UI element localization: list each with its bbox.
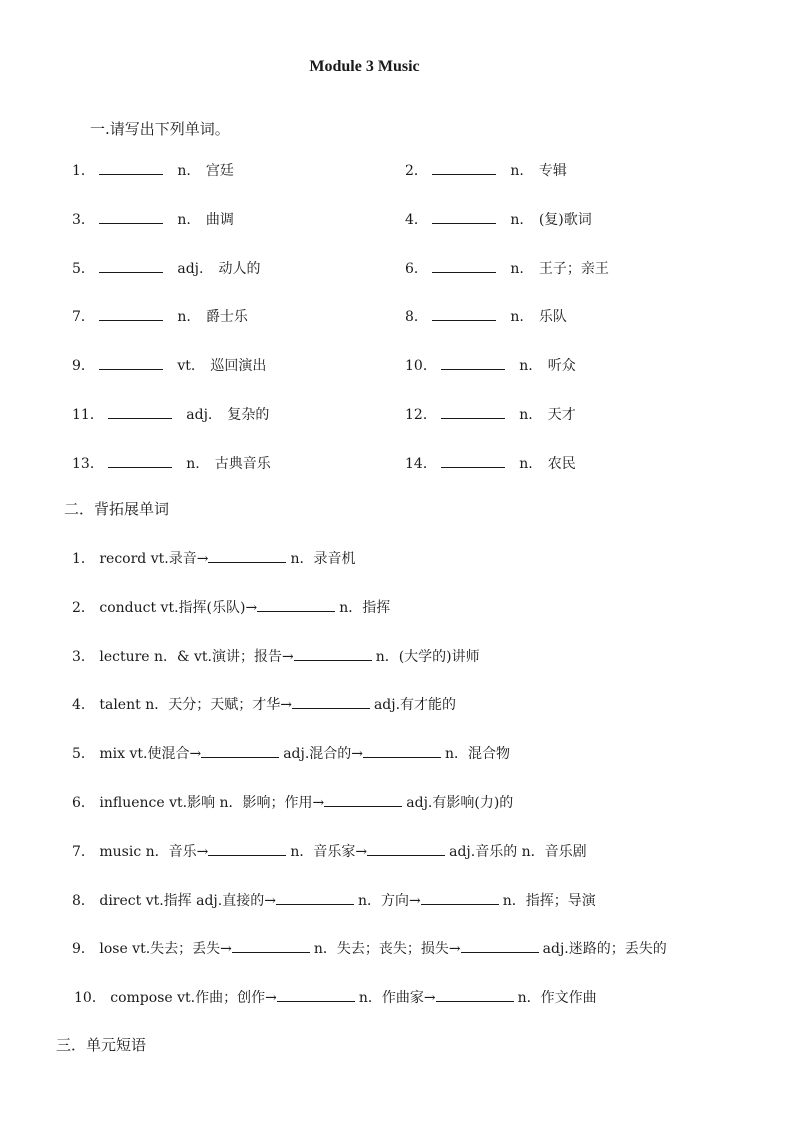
item-text: n．指挥；导演 [502, 892, 596, 909]
item-text: talent n．天分；天赋；才华→ [99, 697, 292, 714]
vocab-number: 6． [405, 260, 428, 277]
vocab-item [72, 404, 269, 424]
item-text: lecture n．& vt.演讲；报告→ [99, 648, 294, 665]
answer-blank[interactable] [108, 404, 172, 419]
chinese-meaning: 听众 [547, 358, 576, 375]
answer-blank[interactable] [421, 890, 499, 905]
part-of-speech: n. [510, 211, 524, 228]
extended-word-item [74, 987, 597, 1007]
answer-blank[interactable] [324, 792, 402, 807]
answer-blank[interactable] [277, 987, 355, 1002]
vocab-item [405, 453, 576, 473]
chinese-meaning: 曲调 [205, 211, 234, 228]
answer-blank[interactable] [441, 404, 505, 419]
answer-blank[interactable] [276, 890, 354, 905]
answer-blank[interactable] [441, 453, 505, 468]
vocab-number: 2． [405, 163, 428, 179]
item-text: influence vt.影响 n．影响；作用→ [99, 795, 325, 811]
vocab-number: 11． [72, 407, 104, 423]
vocab-item [72, 306, 248, 326]
chinese-meaning: 动人的 [218, 260, 261, 277]
item-number: 4． [72, 697, 100, 714]
item-text: adj.有影响(力)的 [406, 795, 514, 811]
item-text: adj.有才能的 [373, 697, 457, 714]
item-number: 2． [72, 599, 100, 616]
item-text: mix vt.使混合→ [99, 746, 202, 763]
extended-word-item [72, 890, 596, 910]
item-text: lose vt.失去；丢失→ [99, 941, 232, 958]
vocab-number: 8． [405, 309, 428, 326]
item-number: 5． [72, 746, 100, 763]
vocab-item [405, 355, 576, 375]
chinese-meaning: 天才 [547, 407, 576, 423]
vocab-item [405, 404, 576, 424]
answer-blank[interactable] [436, 987, 514, 1002]
extended-word-item [72, 938, 667, 958]
part-of-speech: n. [186, 455, 200, 472]
item-number: 6． [72, 795, 100, 811]
item-text: music n．音乐→ [99, 843, 209, 860]
chinese-meaning: 宫廷 [205, 163, 234, 179]
answer-blank[interactable] [201, 743, 279, 758]
answer-blank[interactable] [99, 306, 163, 321]
extended-word-item [72, 597, 390, 617]
chinese-meaning: 农民 [547, 455, 576, 472]
item-number: 10． [74, 990, 111, 1007]
vocab-item [72, 453, 271, 473]
answer-blank[interactable] [294, 646, 372, 661]
vocab-number: 1． [72, 163, 95, 179]
chinese-meaning: 巡回演出 [210, 358, 267, 375]
page-title: Module 3 Music [309, 58, 420, 75]
item-text: n．音乐家→ [290, 843, 368, 860]
item-text: compose vt.作曲；创作→ [110, 990, 277, 1007]
answer-blank[interactable] [208, 841, 286, 856]
vocab-number: 13． [72, 455, 104, 472]
item-text: n．录音机 [290, 551, 356, 567]
vocab-number: 9． [72, 358, 95, 375]
part-of-speech: n. [510, 260, 524, 277]
answer-blank[interactable] [363, 743, 441, 758]
vocab-number: 10． [405, 358, 437, 375]
vocab-item [405, 209, 592, 229]
vocab-number: 14． [405, 455, 437, 472]
item-number: 9． [72, 941, 100, 958]
item-text: n．(大学的)讲师 [375, 648, 480, 665]
part-of-speech: n. [519, 455, 533, 472]
item-text: adj.音乐的 n．音乐剧 [449, 843, 587, 860]
vocab-item [72, 355, 266, 375]
extended-word-item [72, 743, 510, 763]
answer-blank[interactable] [99, 258, 163, 273]
answer-blank[interactable] [292, 694, 370, 709]
item-text: adj.迷路的；丢失的 [542, 941, 667, 958]
chinese-meaning: 专辑 [538, 163, 567, 179]
item-number: 8． [72, 892, 100, 909]
item-number: 1． [72, 551, 100, 567]
chinese-meaning: 乐队 [538, 309, 567, 326]
chinese-meaning: 古典音乐 [214, 455, 271, 472]
answer-blank[interactable] [232, 938, 310, 953]
section-heading-vocab: 一.请写出下列单词。 [90, 120, 230, 138]
item-text: n．作曲家→ [358, 990, 436, 1007]
vocab-item [405, 258, 609, 278]
chinese-meaning: 王子；亲王 [538, 260, 609, 277]
item-number: 3． [72, 648, 100, 665]
item-text: direct vt.指挥 adj.直接的→ [99, 892, 276, 909]
part-of-speech: n. [510, 309, 524, 326]
part-of-speech: adj. [186, 407, 213, 423]
vocab-number: 5． [72, 260, 95, 277]
answer-blank[interactable] [99, 160, 163, 175]
extended-word-item [72, 792, 513, 812]
part-of-speech: n. [519, 358, 533, 375]
extended-word-item [72, 694, 456, 714]
part-of-speech: adj. [177, 260, 204, 277]
answer-blank[interactable] [461, 938, 539, 953]
part-of-speech: n. [177, 309, 191, 326]
answer-blank[interactable] [257, 597, 335, 612]
answer-blank[interactable] [367, 841, 445, 856]
item-text: n．指挥 [339, 599, 391, 616]
item-text: n．混合物 [445, 746, 511, 763]
section-heading-phrases: 三．单元短语 [56, 1036, 147, 1054]
chinese-meaning: (复)歌词 [538, 211, 592, 228]
vocab-item [405, 160, 567, 180]
extended-word-item [72, 646, 480, 666]
answer-blank[interactable] [432, 258, 496, 273]
part-of-speech: vt. [177, 358, 196, 375]
item-text: n．失去；丧失；损失→ [313, 941, 461, 958]
vocab-item [72, 258, 260, 278]
vocab-item [72, 160, 234, 180]
answer-blank[interactable] [108, 453, 172, 468]
item-text: conduct vt.指挥(乐队)→ [99, 599, 258, 616]
item-text: adj.混合的→ [283, 746, 364, 763]
answer-blank[interactable] [432, 160, 496, 175]
vocab-number: 7． [72, 309, 95, 326]
vocab-item [405, 306, 567, 326]
answer-blank[interactable] [441, 355, 505, 370]
part-of-speech: n. [177, 211, 191, 228]
vocab-number: 12． [405, 407, 437, 423]
extended-word-item [72, 548, 355, 568]
part-of-speech: n. [510, 163, 524, 179]
vocab-number: 4． [405, 211, 428, 228]
chinese-meaning: 复杂的 [227, 407, 270, 423]
item-text: n．作文作曲 [517, 990, 597, 1007]
part-of-speech: n. [177, 163, 191, 179]
item-text: record vt.录音→ [99, 551, 209, 567]
part-of-speech: n. [519, 407, 533, 423]
chinese-meaning: 爵士乐 [205, 309, 248, 326]
vocab-number: 3． [72, 211, 95, 228]
vocab-item [72, 209, 234, 229]
section-heading-extended: 二．背拓展单词 [64, 500, 170, 518]
answer-blank[interactable] [432, 209, 496, 224]
answer-blank[interactable] [208, 548, 286, 563]
extended-word-item [72, 841, 587, 861]
answer-blank[interactable] [432, 306, 496, 321]
answer-blank[interactable] [99, 209, 163, 224]
answer-blank[interactable] [99, 355, 163, 370]
item-number: 7． [72, 843, 100, 860]
item-text: n．方向→ [357, 892, 421, 909]
